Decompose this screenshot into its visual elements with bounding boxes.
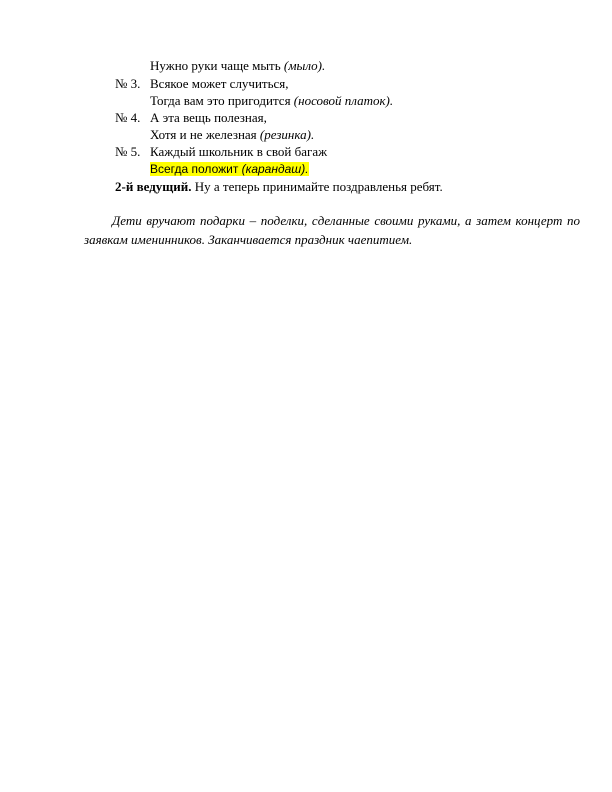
poem-hint: (резинка). — [259, 127, 315, 142]
poem-hint: (карандаш). — [241, 162, 309, 176]
closing-paragraph — [84, 211, 580, 249]
closing-text: Дети вручают подарки – поделки, сделанные своими руками, а затем концерт по заявкам именинников. Заканчивается праздник чаепитием. — [84, 213, 580, 247]
poem-text: А эта вещь полезная, — [150, 110, 267, 125]
poem-text: Хотя и не железная — [150, 127, 260, 142]
poem-text: Каждый школьник в свой багаж — [150, 144, 328, 159]
poem-text: Всякое может случиться, — [150, 76, 289, 91]
riddle-number: № 3. — [115, 76, 141, 91]
poem-line — [150, 127, 314, 143]
riddle-number: № 5. — [115, 144, 141, 159]
poem-text: Тогда вам это пригодится — [150, 93, 294, 108]
poem-hint: (носовой платок). — [293, 93, 394, 108]
poem-text: Всегда положит — [150, 162, 242, 176]
poem-line — [150, 93, 393, 109]
speaker-line — [115, 179, 443, 195]
riddle-number: № 4. — [115, 110, 141, 125]
poem-text: Нужно руки чаще мыть — [150, 58, 284, 73]
poem-hint: (мыло). — [283, 58, 326, 73]
poem-line — [150, 58, 325, 74]
poem-line-highlighted — [150, 161, 309, 177]
speaker-name: 2-й ведущий. — [115, 179, 192, 194]
highlighted-text — [150, 162, 309, 176]
speaker-text: Ну а теперь принимайте поздравленья ребят. — [191, 179, 443, 194]
